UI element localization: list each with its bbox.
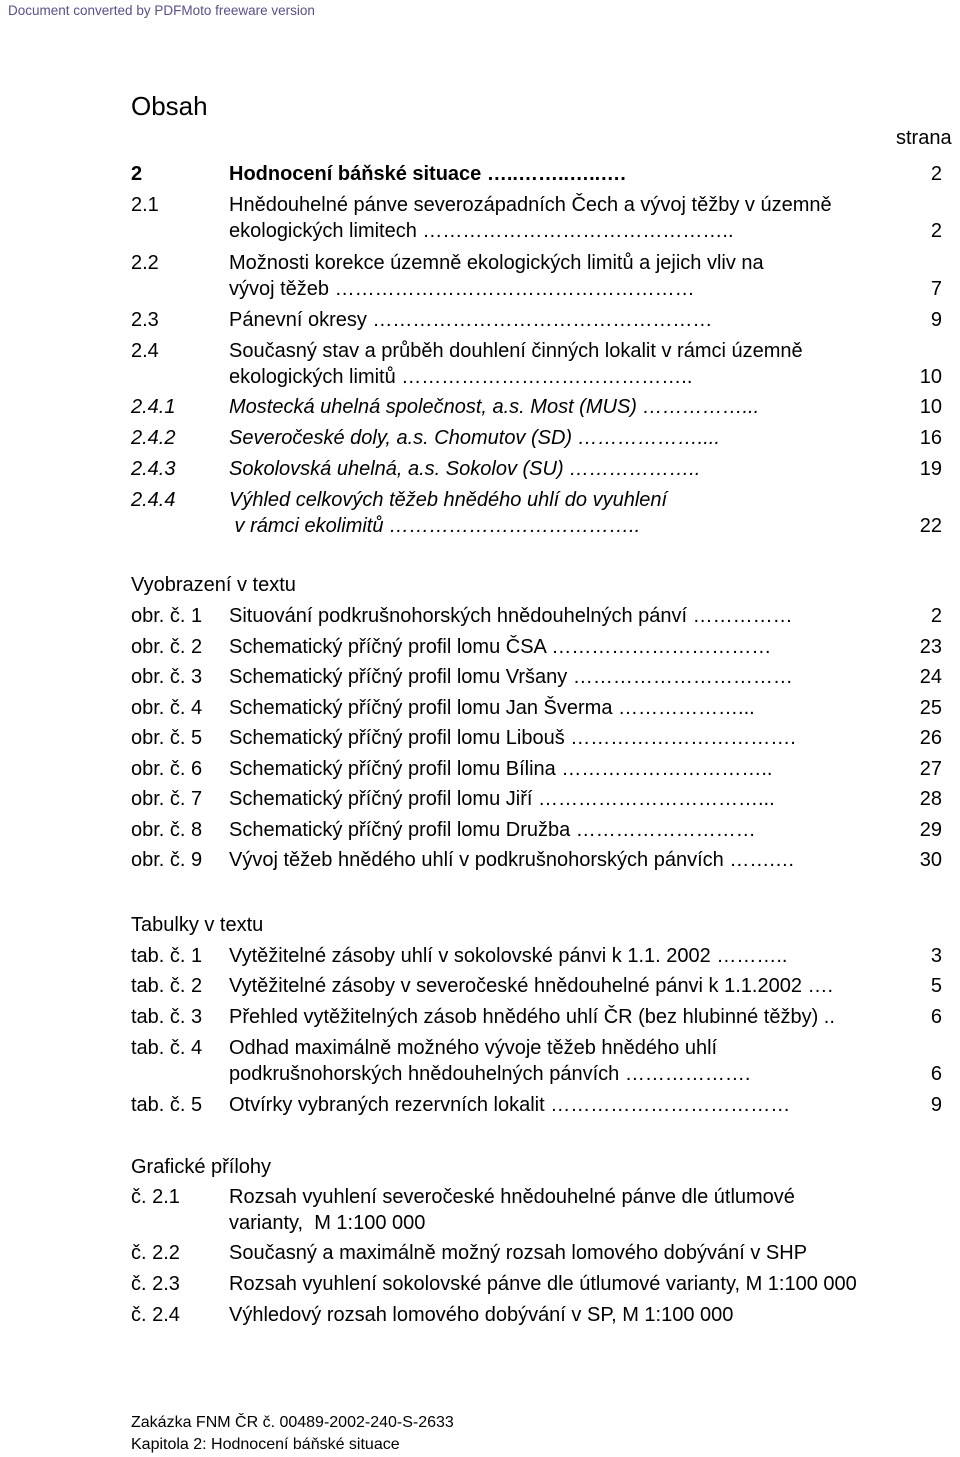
figure-title: Schematický příčný profil lomu Bílina ………………………….. [229,757,773,780]
converter-banner: Document converted by PDFMoto freeware version [8,3,315,18]
footer-order-number: Zakázka FNM ČR č. 00489-2002-240-S-2633 [131,1414,454,1431]
toc-title: ekologických limitech ……………………………………….. [229,220,734,242]
figure-number: obr. č. 2 [131,635,203,658]
tables-heading: Tabulky v textu [131,914,264,936]
attachment-title: Současný a maximálně možný rozsah lomového dobývání v SHP [229,1242,808,1264]
table-title: Přehled vytěžitelných zásob hnědého uhlí ČR (bez hlubinné těžby) .. [229,1006,835,1028]
toc-title: Mostecká uhelná společnost, a.s. Most (MUS) ……………... [229,396,760,418]
page-title: Obsah [131,91,208,121]
toc-page-number: 19 [919,458,942,480]
toc-page-number: 10 [919,396,942,418]
toc-number: 2.4.1 [131,396,176,418]
toc-page-number: 16 [919,427,942,449]
figure-page-number: 2 [930,605,942,627]
attachment-number: č. 2.3 [131,1273,180,1295]
table-page-number: 6 [930,1063,942,1085]
figure-title: Schematický příčný profil lomu Jan Šverma ………………... [229,696,755,719]
figure-number: obr. č. 5 [131,727,203,749]
table-page-number: 3 [930,945,942,967]
table-page-number: 5 [930,975,942,997]
figure-title: Situování podkrušnohorských hnědouhelných pánví …………… [229,605,793,627]
toc-page-number: 22 [919,515,942,537]
toc-page-number: 7 [930,278,942,300]
toc-page-number: 9 [930,309,942,331]
footer-chapter: Kapitola 2: Hodnocení báňské situace [131,1436,400,1453]
figure-title: Schematický příčný profil lomu Vršany …………………………… [229,666,793,688]
table-number: tab. č. 4 [131,1037,203,1059]
figure-page-number: 23 [919,635,942,658]
toc-page-number: 2 [930,220,942,242]
figure-title: Schematický příčný profil lomu Jiří ……………………………... [229,788,775,810]
figure-number: obr. č. 1 [131,605,203,627]
attachment-title: Rozsah vyuhlení severočeské hnědouhelné pánve dle útlumové [229,1186,795,1208]
figure-page-number: 30 [919,849,942,871]
toc-number: 2.1 [131,194,159,216]
toc-number: 2 [131,163,143,185]
table-title: podkrušnohorských hnědouhelných pánvích ………………. [229,1063,751,1085]
toc-title: Severočeské doly, a.s. Chomutov (SD) ……………….... [229,427,720,449]
toc-number: 2.4.3 [131,458,176,480]
figures-heading: Vyobrazení v textu [131,574,296,596]
toc-title: Pánevní okresy …………………………………………… [229,309,713,331]
figure-number: obr. č. 9 [131,849,203,871]
table-number: tab. č. 5 [131,1094,203,1116]
figure-page-number: 27 [919,757,942,780]
table-title: Vytěžitelné zásoby v severočeské hnědouhelné pánvi k 1.1.2002 …. [229,975,834,997]
figure-title: Schematický příčný profil lomu Libouš ……………………………. [229,727,796,749]
toc-page-number: 10 [919,366,942,388]
table-number: tab. č. 1 [131,945,203,967]
toc-title: Výhled celkových těžeb hnědého uhlí do vyuhlení [229,489,668,511]
page-column-label: strana [896,127,952,149]
toc-number: 2.3 [131,309,159,331]
attachment-title: Výhledový rozsah lomového dobývání v SP, M 1:100 000 [229,1304,734,1326]
toc-title: Hnědouhelné pánve severozápadních Čech a vývoj těžby v územně [229,194,832,216]
attachment-title: varianty, M 1:100 000 [229,1212,426,1234]
attachment-number: č. 2.1 [131,1186,180,1208]
figure-number: obr. č. 7 [131,788,203,810]
toc-title: vývoj těžeb ……………………………………………… [229,278,695,300]
toc-number: 2.2 [131,252,159,274]
toc-number: 2.4.2 [131,427,176,449]
attachments-heading: Grafické přílohy [131,1156,272,1178]
attachment-number: č. 2.2 [131,1242,180,1264]
table-title: Otvírky vybraných rezervních lokalit ……………………………… [229,1094,791,1116]
toc-title: ekologických limitů …………………………………….. [229,366,693,388]
figure-number: obr. č. 6 [131,757,203,780]
table-page-number: 6 [930,1006,942,1028]
figure-number: obr. č. 8 [131,818,203,841]
table-title: Vytěžitelné zásoby uhlí v sokolovské pánvi k 1.1. 2002 ……….. [229,945,788,967]
toc-page-number: 2 [930,163,942,185]
figure-title: Schematický příčný profil lomu ČSA …………………………… [229,635,772,658]
attachment-number: č. 2.4 [131,1304,180,1326]
figure-page-number: 29 [919,818,942,841]
toc-title: Hodnocení báňské situace …..……..…..…. [229,163,626,185]
figure-number: obr. č. 4 [131,696,203,719]
figure-page-number: 24 [919,666,942,688]
figure-page-number: 28 [919,788,942,810]
figure-title: Schematický příčný profil lomu Družba ……………………… [229,818,756,841]
toc-title: Možnosti korekce územně ekologických limitů a jejich vliv na [229,252,764,274]
table-page-number: 9 [930,1094,942,1116]
table-title: Odhad maximálně možného vývoje těžeb hnědého uhlí [229,1037,718,1059]
figure-number: obr. č. 3 [131,666,203,688]
toc-number: 2.4 [131,340,159,362]
figure-page-number: 26 [919,727,942,749]
toc-number: 2.4.4 [131,489,176,511]
table-number: tab. č. 3 [131,1006,203,1028]
toc-title: Současný stav a průběh douhlení činných lokalit v rámci územně [229,340,803,362]
toc-title: Sokolovská uhelná, a.s. Sokolov (SU) ……………….. [229,458,701,480]
attachment-title: Rozsah vyuhlení sokolovské pánve dle útlumové varianty, M 1:100 000 [229,1273,857,1295]
figure-title: Vývoj těžeb hnědého uhlí v podkrušnohorských pánvích …….… [229,849,795,871]
figure-page-number: 25 [919,696,942,719]
table-number: tab. č. 2 [131,975,203,997]
toc-title: v rámci ekolimitů ……………………………….. [229,515,641,537]
